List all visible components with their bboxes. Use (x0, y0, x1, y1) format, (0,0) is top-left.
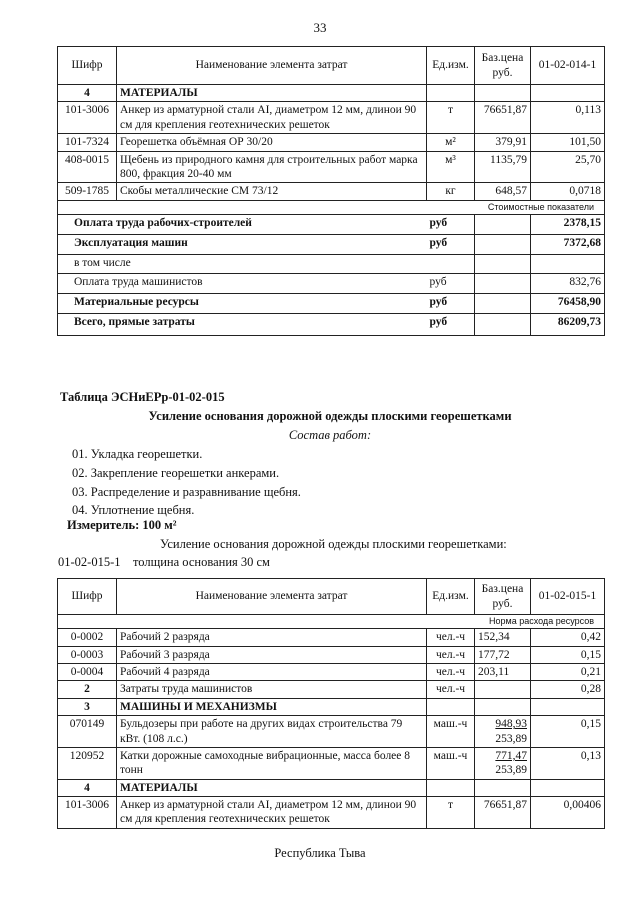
work-item: 01. Укладка георешетки. (72, 447, 203, 461)
table-row: 101-3006 Анкер из арматурной стали AI, диаметром 12 мм, длинои 90 см для крепления геотехнических решеток т 76651,87 0,113 (58, 102, 605, 134)
header-unit: Ед.изм. (427, 47, 475, 85)
totals-row: Эксплуатация машин руб 7372,68 (58, 234, 605, 254)
totals-row: Материальные ресурсы руб 76458,90 (58, 293, 605, 313)
table-title: Таблица ЭСНиЕРр-01-02-015 (60, 390, 225, 404)
meter: Измеритель: 100 м² (67, 518, 177, 532)
header-unit: Ед.изм. (427, 579, 475, 615)
table-row: 101-3006 Анкер из арматурной стали AI, диаметром 12 мм, длинои 90 см для крепления геотехнических решеток т 76651,87 0,00406 (58, 797, 605, 829)
work-item: 02. Закрепление георешетки анкерами. (72, 466, 280, 480)
table-subtitle: Усиление основания дорожной одежды плоскими георешетками (148, 409, 512, 423)
table-row: 0-0004 Рабочий 4 разряда чел.-ч 203,11 0,21 (58, 664, 605, 681)
cost-header-row: Стоимостные показатели (58, 200, 605, 214)
header-name: Наименование элемента затрат (117, 579, 427, 615)
table-row: 070149 Бульдозеры при работе на других видах строительства 79 кВт. (108 л.с.) маш.-ч 948,93 253,89 0,15 (58, 716, 605, 748)
footer-region: Республика Тыва (274, 846, 366, 860)
work-item: 04. Уплотнение щебня. (72, 503, 195, 517)
header-name: Наименование элемента затрат (117, 47, 427, 85)
page-number: 33 (313, 20, 327, 35)
header-code: Шифр (58, 47, 117, 85)
resource-table-1 (57, 46, 605, 336)
header-code: Шифр (58, 579, 117, 615)
header-price: Баз.цена руб. (475, 579, 531, 615)
description: Усиление основания дорожной одежды плоскими георешетками: (160, 537, 507, 551)
totals-row: Оплата труда рабочих-строителей руб 2378,15 (58, 214, 605, 234)
variant-text: толщина основания 30 см (133, 555, 270, 569)
variant-code: 01-02-015-1 (58, 555, 121, 569)
norm-header-row: Норма расхода ресурсов (58, 615, 605, 629)
table-row: 0-0003 Рабочий 3 разряда чел.-ч 177,72 0,15 (58, 646, 605, 663)
table-row: 0-0002 Рабочий 2 разряда чел.-ч 152,34 0,42 (58, 629, 605, 646)
table-row: 101-7324 Георешетка объёмная ОР 30/20 м² 379,91 101,50 (58, 134, 605, 151)
table1-header (58, 47, 605, 85)
table-row: 2 Затраты труда машинистов чел.-ч 0,28 (58, 681, 605, 698)
table-row: 408-0015 Щебень из природного камня для строительных работ марка 800, фракция 20-40 мм м³ 1135,79 25,70 (58, 151, 605, 183)
table2-header (58, 579, 605, 615)
totals-row: Оплата труда машинистов руб 832,76 (58, 273, 605, 293)
totals-row: Всего, прямые затраты руб 86209,73 (58, 313, 605, 335)
table-row: 509-1785 Скобы металлические СМ 73/12 кг 648,57 0,0718 (58, 183, 605, 200)
header-variant: 01-02-014-1 (531, 47, 605, 85)
work-item: 03. Распределение и разравнивание щебня. (72, 485, 301, 499)
totals-row: в том числе (58, 254, 605, 273)
header-variant: 01-02-015-1 (531, 579, 605, 615)
section-row: 3 МАШИНЫ И МЕХАНИЗМЫ (58, 698, 605, 715)
resource-table-2 (57, 578, 605, 829)
works-title: Состав работ: (288, 428, 372, 442)
header-price: Баз.цена руб. (475, 47, 531, 85)
table-row: 120952 Катки дорожные самоходные вибрационные, масса более 8 тонн маш.-ч 771,47 253,89 0,13 (58, 747, 605, 779)
section-row: 4 МАТЕРИАЛЫ (58, 779, 605, 796)
section-row: 4 МАТЕРИАЛЫ (58, 85, 605, 102)
